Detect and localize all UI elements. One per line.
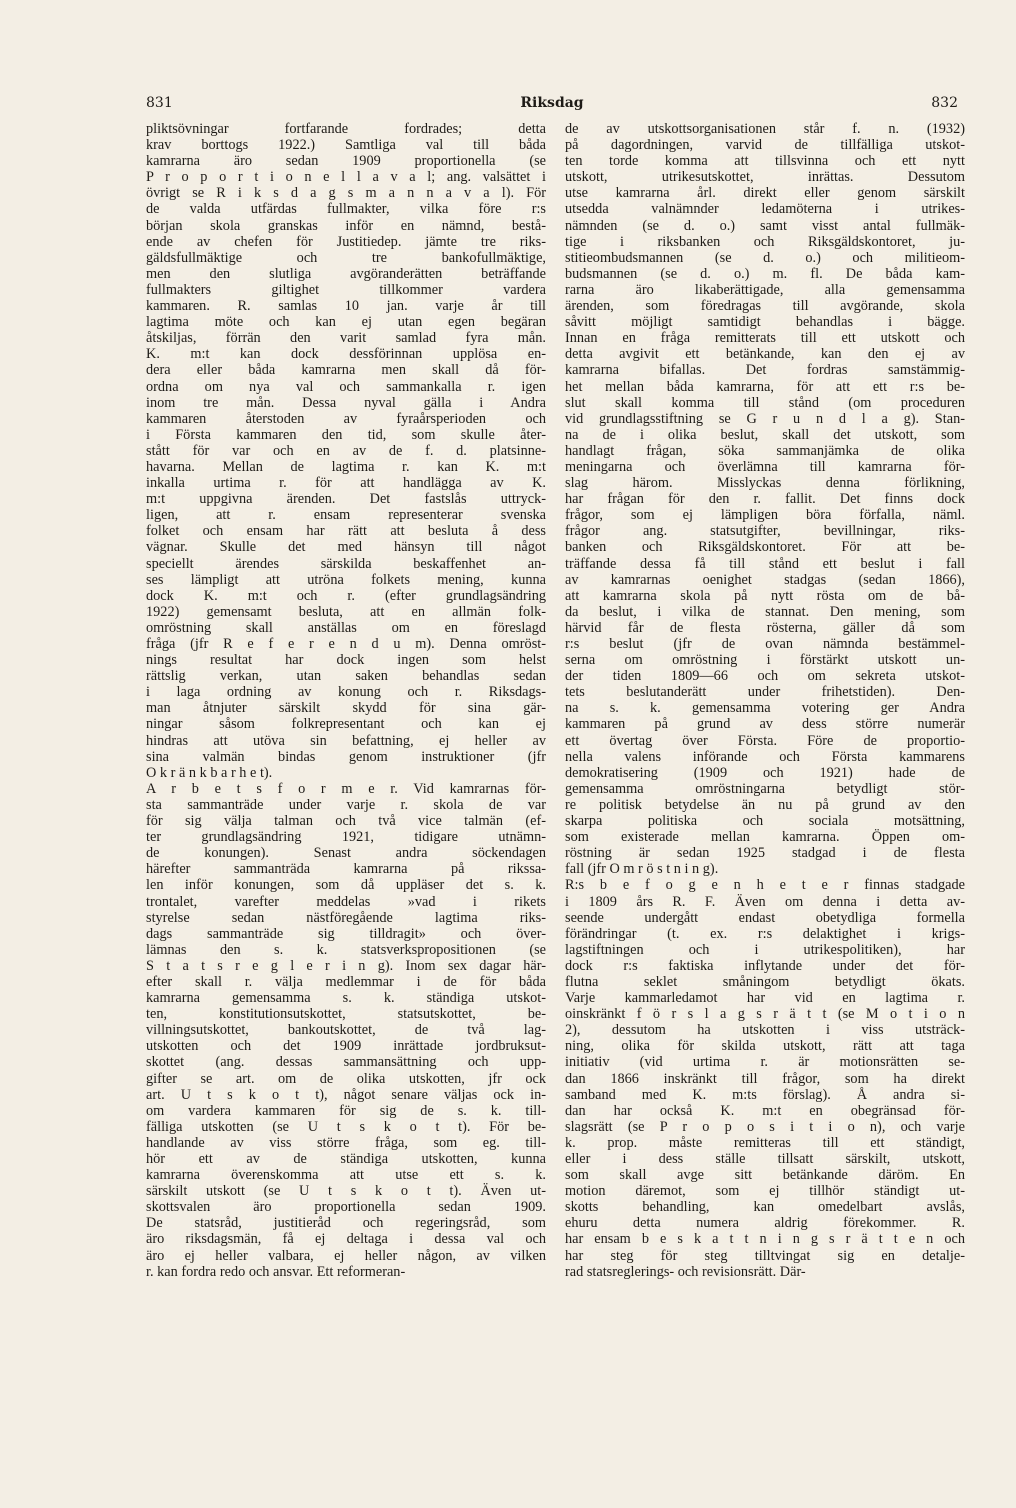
- text-line: ligen, att r. ensam representerar svenska: [146, 507, 546, 524]
- text-line: förändringar (t. ex. r:s delaktighet i krigs-: [565, 925, 965, 942]
- text-line: nella valens införande och Första kammarens: [565, 748, 965, 765]
- text-line: för sig välja talman och två vice talmän (ef-: [146, 813, 546, 830]
- text-line: skarpa politiska och sociala motsättning,: [565, 813, 965, 830]
- text-line: omröstning skall anställas om en föreslagd: [146, 619, 546, 636]
- text-line: fråga (jfr R e f e r e n d u m). Denna omröst-: [146, 636, 546, 652]
- text-line: sina valmän bindas genom instruktioner (jfr: [146, 748, 546, 765]
- text-line: kammaren. R. samlas 10 jan. varje år till: [146, 298, 546, 315]
- text-line: ten torde komma att tillsvinna och ett nytt: [565, 153, 965, 170]
- text-line: ningar såsom folkrepresentant och kan ej: [146, 716, 546, 733]
- text-line: Innan en fråga remitterats till ett utskott och: [565, 330, 965, 347]
- text-line: kamrarna överenskomma att utse ett s. k.: [146, 1167, 546, 1184]
- text-line: slagsrätt (se P r o p o s i t i o n), och varje: [565, 1118, 965, 1135]
- text-line: de av utskottsorganisationen står f. n. (1932): [565, 121, 965, 137]
- text-line: har frågan för den r. fallit. Det finns dock: [565, 491, 965, 508]
- text-line: tets beslutanderätt under frihetstiden). Den-: [565, 684, 965, 701]
- text-line: de konungen). Senast andra söckendagen: [146, 845, 546, 862]
- text-line: härefter sammanträda kamrarna på rikssa-: [146, 861, 546, 878]
- text-line: i Första kammaren den tid, som skulle åter-: [146, 426, 546, 443]
- text-line: lämnas den s. k. statsverkspropositionen (se: [146, 941, 546, 958]
- text-line: frågor, som ej lämpligen böra förfalla, näml.: [565, 507, 965, 524]
- text-line: demokratisering (1909 och 1921) hade de: [565, 764, 965, 781]
- text-line: vägnar. Skulle det med hänsyn till något: [146, 539, 546, 556]
- text-line: frågor ang. statsutgifter, bevillningar, riks-: [565, 523, 965, 540]
- text-line: da beslut, i vilka de stannat. Den mening, som: [565, 603, 965, 620]
- text-line: har ensam b e s k a t t n i n g s r ä t t e n och: [565, 1231, 965, 1248]
- text-line: der tiden 1809—66 och om sekreta utskot-: [565, 668, 965, 685]
- text-line: handlande av viss större fråga, som eg. till-: [146, 1134, 546, 1151]
- text-line: K. m:t kan dock dessförinnan upplösa en-: [146, 346, 546, 363]
- text-line: styrelse sedan nästföregående lagtima riks-: [146, 909, 546, 926]
- text-line: äro riksdagsmän, få ej deltaga i dessa val och: [146, 1231, 546, 1248]
- text-line: rad statsreglerings- och revisionsrätt. Där-: [565, 1263, 806, 1280]
- text-line: art. U t s k o t t), något senare väljas ock in-: [146, 1086, 546, 1103]
- text-line: fälliga utskotten (se U t s k o t t). För be-: [146, 1118, 546, 1135]
- text-line: hindras att utöva sin befattning, ej heller av: [146, 732, 546, 749]
- text-line: gäldsfullmäktige och tre bankofullmäktige,: [146, 249, 546, 266]
- text-line: seende undergått endast obetydliga formella: [565, 909, 965, 926]
- text-line: Varje kammarledamot har vid en lagtima r.: [565, 990, 965, 1007]
- text-line: kammaren på grund av dess större numerär: [565, 716, 965, 733]
- text-line: rättslig verkan, utan saken behandlas sedan: [146, 668, 546, 685]
- text-line: härvid får de flesta rösterna, gäller då som: [565, 619, 965, 636]
- text-line: detta avgivit ett betänkande, kan den ej av: [565, 346, 965, 363]
- text-line: ses lämpligt att utröna folkets mening, kunna: [146, 571, 546, 588]
- text-line: skottsvalen äro proportionella sedan 1909.: [146, 1199, 546, 1216]
- text-line: dera eller båda kamrarna men skall då för-: [146, 362, 546, 379]
- text-line: R:s b e f o g e n h e t e r finnas stadgade: [565, 877, 965, 894]
- text-line: k. prop. måste remitteras till ett ständigt,: [565, 1134, 965, 1151]
- text-line: r. kan fordra redo och ansvar. Ett reformeran-: [146, 1263, 406, 1280]
- text-line: ordna om nya val och sammankalla r. igen: [146, 378, 546, 395]
- text-line: dags sammanträde sig tilldragit» och över-: [146, 925, 546, 942]
- text-line: skottet (ang. dessas sammansättning och upp-: [146, 1054, 546, 1071]
- text-line: om vardera kammaren för sig de s. k. till-: [146, 1102, 546, 1119]
- text-line: nings resultat har dock ingen som helst: [146, 652, 546, 669]
- text-line: i 1809 års R. F. Även om denna i detta av-: [565, 893, 965, 910]
- text-line: övrigt se R i k s d a g s m a n n a v a l). För: [146, 185, 546, 202]
- text-line: De statsråd, justitieråd och regeringsråd, som: [146, 1215, 546, 1232]
- text-line: särskilt utskott (se U t s k o t t). Även ut-: [146, 1183, 546, 1200]
- text-line: trontalet, varefter meddelas »vad i rikets: [146, 893, 546, 910]
- text-line: re politisk betydelse än nu på grund av den: [565, 796, 965, 813]
- text-line: sta sammanträde under varje r. skola de var: [146, 796, 546, 813]
- text-line: tige i riksbanken och Riksgäldskontoret, ju-: [565, 233, 965, 250]
- text-line: lagstiftningen och i utrikespolitiken), har: [565, 941, 965, 958]
- text-line: har steg för steg tilltvingat sig en detalje-: [565, 1247, 965, 1264]
- text-line: såvitt möjligt samtidigt behandlas i bägge.: [565, 314, 965, 331]
- text-line: efter skall r. välja medlemmar i de för båda: [146, 973, 546, 990]
- text-line: ärenden, som föredragas till avgörande, skola: [565, 298, 965, 315]
- text-line: slut skall komma till stånd (om proceduren: [565, 394, 965, 411]
- text-line: na s. k. gemensamma votering ger Andra: [565, 700, 965, 717]
- text-line: serna om omröstning i förstärkt utskott un-: [565, 652, 965, 669]
- page-number-left: 831: [146, 95, 173, 111]
- page-number-right: 832: [931, 95, 958, 111]
- text-line: meningarna och överlämna till kamrarna för-: [565, 458, 965, 475]
- text-line: flutna seklet småningom betydligt ökats.: [565, 973, 965, 990]
- text-line: O k r ä n k b a r h e t).: [146, 764, 273, 781]
- text-line: men den slutliga avgöranderätten beträffande: [146, 265, 546, 282]
- text-line: P r o p o r t i o n e l l a v a l; ang. valsättet i: [146, 169, 546, 186]
- text-line: pliktsövningar fortfarande fordrades; detta: [146, 121, 546, 137]
- text-line: lagtima möte och kan ej utan egen begäran: [146, 314, 546, 331]
- text-line: kamrarna äro sedan 1909 proportionella (se: [146, 153, 546, 170]
- right-column: [565, 121, 965, 1401]
- text-line: nämnden (se d. o.) samt visst antal fullmäk-: [565, 217, 965, 234]
- text-line: m:t uppgivna ärenden. Det fastslås uttryck-: [146, 491, 546, 508]
- text-line: slag härom. Misslyckas denna förlikning,: [565, 475, 965, 492]
- text-line: fullmakters giltighet tillkommer vardera: [146, 281, 546, 298]
- text-line: ten, konstitutionsutskottet, statsutskottet, be-: [146, 1006, 546, 1023]
- text-line: r:s beslut (jfr de ovan nämnda bestämmel-: [565, 636, 965, 652]
- text-line: stått för var och en av de f. d. platsinne-: [146, 442, 546, 459]
- text-line: ning, olika för skilda utskott, rätt att taga: [565, 1038, 965, 1055]
- text-line: att kamrarna skola på nytt rösta om de bå-: [565, 587, 965, 604]
- text-line: inom tre mån. Dessa nyval gälla i Andra: [146, 394, 546, 411]
- text-line: vid grundlagsstiftning se G r u n d l a g). Stan-: [565, 410, 965, 427]
- text-line: början skola granskas inför en nämnd, bestå-: [146, 217, 546, 234]
- text-line: utskott, utrikesutskottet, inrättas. Dessutom: [565, 169, 965, 186]
- text-line: på dagordningen, varvid de tillfälliga utskot-: [565, 137, 965, 154]
- text-line: träffande dessa få till stånd ett beslut i fall: [565, 555, 965, 572]
- text-line: 1922) gemensamt besluta, att en allmän folk-: [146, 603, 546, 620]
- text-line: fall (jfr O m r ö s t n i n g).: [565, 861, 719, 878]
- text-line: ehuru detta numera aldrig förekommer. R.: [565, 1215, 965, 1232]
- text-line: het mellan båda kamrarna, för att ett r:s be-: [565, 378, 965, 395]
- text-line: rarna äro likaberättigade, alla gemensamma: [565, 281, 965, 298]
- text-line: kamrarna gemensamma s. k. ständiga utskot-: [146, 990, 546, 1007]
- text-line: man åtnjuter särskilt skydd för sina gär-: [146, 700, 546, 717]
- text-line: handlagt frågan, söka sammanjämka de olika: [565, 442, 965, 459]
- text-line: budsmannen (se d. o.) m. fl. De båda kam-: [565, 265, 965, 282]
- text-line: ter grundlagsändring 1921, tidigare utnämn-: [146, 829, 546, 846]
- text-line: oinskränkt f ö r s l a g s r ä t t (se M o t i o n: [565, 1006, 965, 1023]
- text-line: eller i dess ställe tillsatt särskilt, utskott,: [565, 1151, 965, 1167]
- text-line: skotts behandling, kan omedelbart avslås,: [565, 1199, 965, 1216]
- text-line: gifter se art. om de olika utskotten, jfr ock: [146, 1070, 546, 1087]
- text-line: krav borttogs 1922.) Samtliga val till båda: [146, 137, 546, 154]
- text-line: banken och Riksgäldskontoret. För att be-: [565, 539, 965, 556]
- text-line: i laga ordning av konung och r. Riksdags-: [146, 684, 546, 701]
- text-line: utskotten och det 1909 inrättade jordbruksut-: [146, 1038, 546, 1055]
- text-line: åtskiljas, förrän den varit samlad fyra mån.: [146, 330, 546, 347]
- text-line: de valda utfärdas fullmakter, vilka före r:s: [146, 201, 546, 218]
- text-line: inkalla urtima r. för att handlägga av K.: [146, 475, 546, 492]
- text-line: hör ett av de ständiga utskotten, kunna: [146, 1151, 546, 1167]
- text-line: motion däremot, som ej tillhör ständigt ut-: [565, 1183, 965, 1200]
- text-line: speciellt ärendes särskilda beskaffenhet an-: [146, 555, 546, 572]
- text-line: kammaren återstoden av fyraårsperioden och: [146, 410, 546, 427]
- text-line: dan 1866 inskränkt till frågor, som ha direkt: [565, 1070, 965, 1087]
- text-line: äro ej heller valbara, ej heller någon, av vilken: [146, 1247, 546, 1264]
- text-line: ett övertag över Första. Före de proportio-: [565, 732, 965, 749]
- text-line: 2), dessutom ha utskotten i viss utsträck-: [565, 1022, 965, 1039]
- text-line: dan har också K. m:t en obegränsad för-: [565, 1102, 965, 1119]
- page-header: [146, 92, 958, 114]
- text-line: gemensamma omröstningarna betydligt stör-: [565, 780, 965, 797]
- text-line: av kamrarnas oenighet stadgas (sedan 1866),: [565, 571, 965, 588]
- text-line: samband med K. m:ts förslag). Å andra si-: [565, 1086, 965, 1103]
- text-line: kamrarna bifallas. Det fordras samstämmig-: [565, 362, 965, 379]
- text-line: röstning är sedan 1925 stadgad i de flesta: [565, 845, 965, 862]
- text-line: folket och ensam har rätt att besluta å dess: [146, 523, 546, 540]
- text-line: villningsutskottet, bankoutskottet, de två lag-: [146, 1022, 546, 1039]
- text-line: initiativ (vid urtima r. är motionsrätten se-: [565, 1054, 965, 1071]
- text-line: utsedda valnämnder ledamöterna i utrikes-: [565, 201, 965, 218]
- text-line: som skall avge sitt betänkande däröm. En: [565, 1167, 965, 1184]
- text-line: A r b e t s f o r m e r. Vid kamrarnas för-: [146, 780, 546, 797]
- text-line: som existerade mellan kamrarna. Öppen om-: [565, 829, 965, 846]
- text-line: S t a t s r e g l e r i n g). Inom sex dagar här-: [146, 957, 546, 974]
- running-title: Riksdag: [520, 95, 584, 111]
- text-line: havarna. Mellan de lagtima r. kan K. m:t: [146, 458, 546, 475]
- text-line: stitieombudsmannen (se d. o.) och militieom-: [565, 249, 965, 266]
- text-line: len inför konungen, som då uppläser det s. k.: [146, 877, 546, 894]
- text-line: ende av chefen för Justitiedep. jämte tre riks-: [146, 233, 546, 250]
- text-line: dock r:s faktiska inflytande under det för-: [565, 957, 965, 974]
- text-line: dock K. m:t och r. (efter grundlagsändring: [146, 587, 546, 604]
- left-column: [146, 121, 546, 1401]
- text-line: na de i olika beslut, skall det utskott, som: [565, 426, 965, 443]
- text-line: utse kamrarna årl. direkt eller genom särskilt: [565, 185, 965, 202]
